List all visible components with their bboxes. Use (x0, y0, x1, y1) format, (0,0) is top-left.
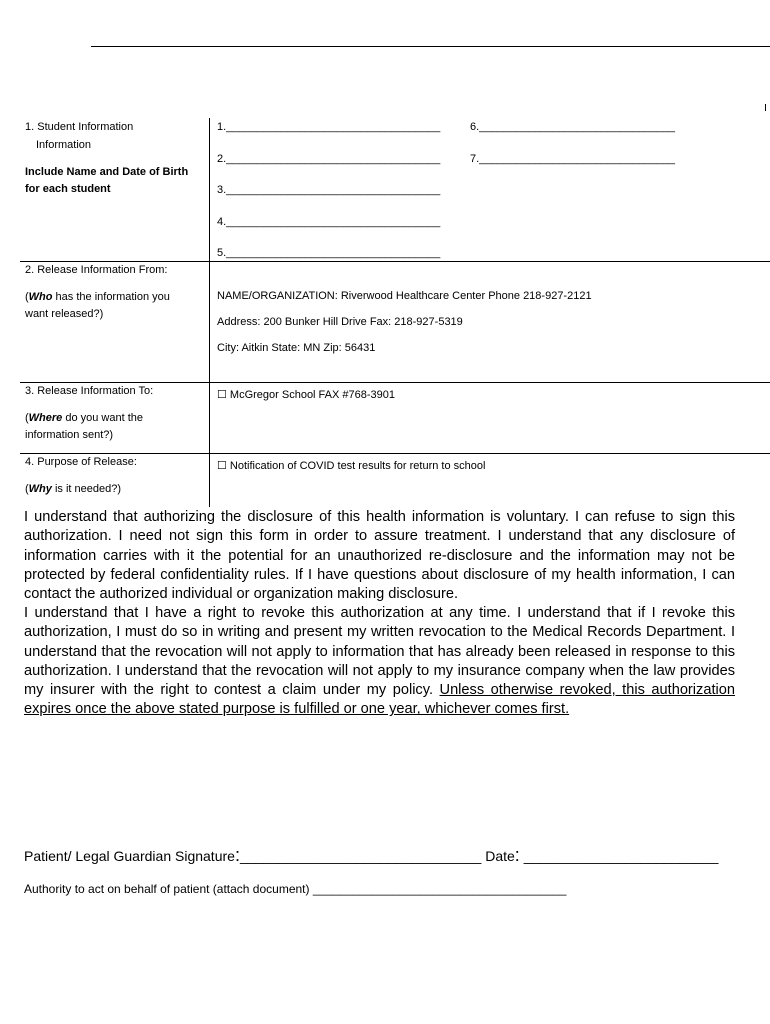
revocation-text: I understand that I have a right to revoke this authorization at any time. I understand that if I revoke this authorization, I must do so in writing and present my written revocation to the Medical Records Department. I understand that the revocation will not apply to information that has already been released in response to this authorization. I understand that the revocation will not apply to my insurance company when the law provides my insurer with the right to contest a claim under my policy. (24, 605, 735, 699)
purpose-question-rest: is it needed?) (51, 483, 122, 495)
student-line-6[interactable]: 6.________________________________ (470, 121, 675, 133)
purpose-why: Why (28, 483, 52, 495)
release-from-question-2: want released?) (25, 308, 104, 320)
release-from-address: Address: 200 Bunker Hill Drive Fax: 218-927-5319 (217, 316, 463, 328)
signature-label: Patient/ Legal Guardian Signature (24, 848, 235, 864)
student-line-4[interactable]: 4.___________________________________ (217, 216, 441, 228)
release-from-label: 2. Release Information From: (25, 264, 168, 276)
release-from-question-rest: has the information you (52, 291, 170, 303)
purpose-label: 4. Purpose of Release: (25, 456, 137, 468)
student-info-label: 1. Student Information (25, 121, 134, 133)
signature-line[interactable]: _______________________________ (239, 848, 482, 864)
date-line[interactable]: _________________________ (519, 848, 719, 864)
release-to-where: Where (28, 412, 63, 424)
release-to-question-2: information sent?) (25, 429, 114, 441)
purpose-covid-checkbox[interactable]: ☐ Notification of COVID test results for return to school (217, 460, 486, 472)
student-info-note-2: for each student (25, 183, 111, 195)
authority-label: Authority to act on behalf of patient (attach document) (24, 882, 313, 896)
expiration-text: Unless otherwise revoked, this authorization expires once the above stated purpose is fulfilled or one year, whichever comes first. (24, 682, 735, 718)
consent-paragraph-1: I understand that authorizing the disclosure of this health information is voluntary. I can refuse to sign this authorization. I need not sign this form in order to assure treatment. I understand that any disclosure of information carries with it the potential for an unauthorized re-disclosure and the information may not be protected by federal confidentiality rules. If I have questions about disclosure of my health information, I can contact the authorized individual or organization making disclosure. (24, 509, 735, 603)
student-line-3[interactable]: 3.___________________________________ (217, 184, 441, 196)
date-colon: : (514, 845, 520, 865)
purpose-question: (Why is it needed?) (25, 483, 122, 495)
top-rule (91, 46, 770, 47)
release-to-label: 3. Release Information To: (25, 385, 154, 397)
student-info-note-1: Include Name and Date of Birth (25, 166, 189, 178)
signature-colon: : (234, 845, 240, 865)
consent-paragraph-2 (24, 604, 735, 720)
student-line-2[interactable]: 2.___________________________________ (217, 153, 441, 165)
stray-mark (765, 104, 766, 111)
release-to-school-checkbox[interactable]: ☐ McGregor School FAX #768-3901 (217, 389, 396, 401)
authority-line[interactable]: ______________________________________ (312, 882, 567, 896)
table-vertical-divider (209, 118, 210, 507)
student-info-label-2: Information (36, 139, 92, 151)
student-line-5[interactable]: 5.___________________________________ (217, 247, 441, 259)
release-from-city: City: Aitkin State: MN Zip: 56431 (217, 342, 376, 354)
release-from-org: NAME/ORGANIZATION: Riverwood Healthcare Center Phone 218-927-2121 (217, 290, 592, 302)
release-from-question: (Who has the information you (25, 291, 170, 303)
student-line-7[interactable]: 7.________________________________ (470, 153, 675, 165)
release-from-who: Who (28, 291, 53, 303)
date-label: Date (485, 848, 515, 864)
release-to-question: (Where do you want the (25, 412, 144, 424)
student-line-1[interactable]: 1.___________________________________ (217, 121, 441, 133)
release-to-question-rest: do you want the (62, 412, 144, 424)
authority-row (24, 882, 566, 896)
signature-row (24, 845, 718, 866)
